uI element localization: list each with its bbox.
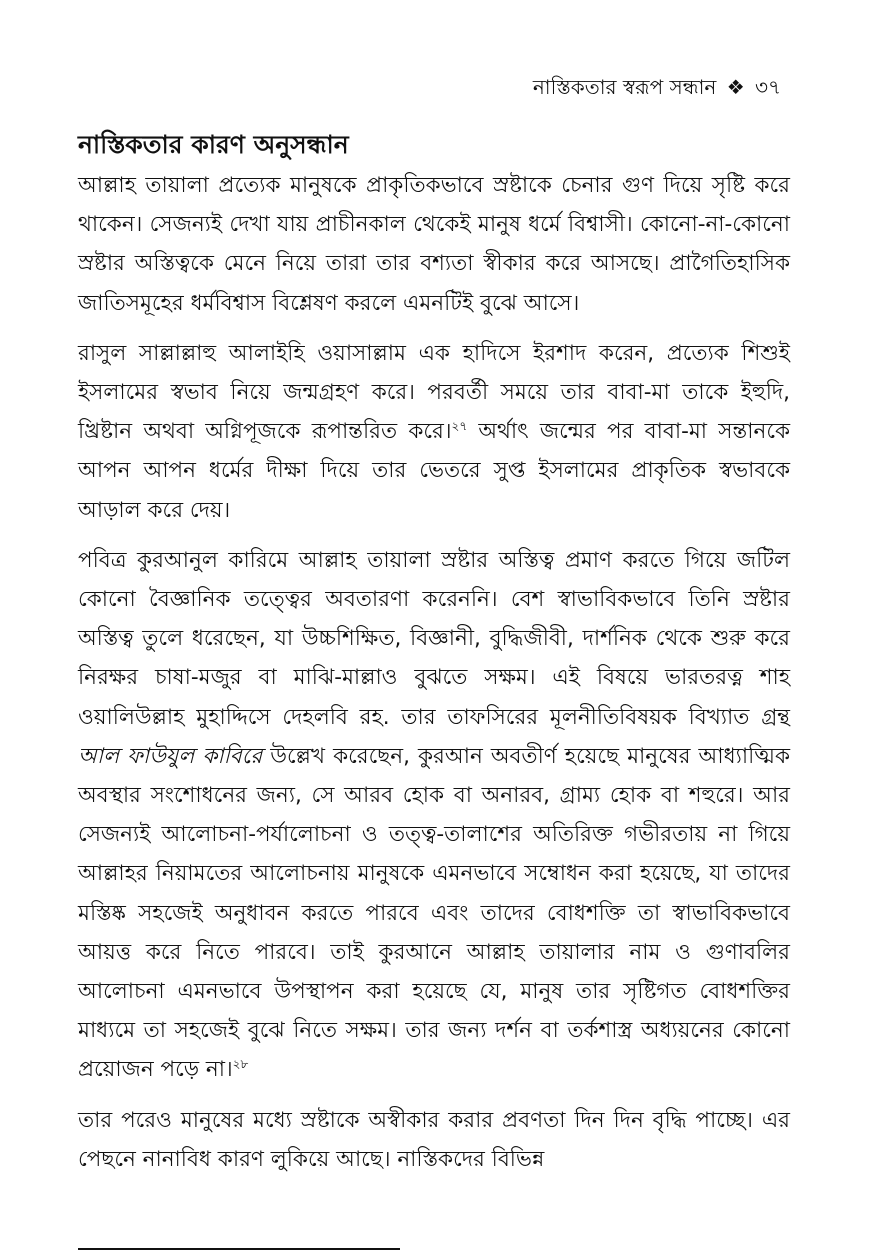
paragraph-3 [78, 541, 790, 1090]
paragraph-text: আল্লাহ তায়ালা প্রত্যেক মানুষকে প্রাকৃতিকভাবে স্রষ্টাকে চেনার গুণ দিয়ে সৃষ্টি করে থাকেন। সেজন্যই দেখা যায় প্রাচীনকাল থেকেই মানুষ ধর্মে বিশ্বাসী। কোনো-না-কোনো স্রষ্টার অস্তিত্বকে মেনে নিয়ে তারা তার বশ্যতা স্বীকার করে আসছে। প্রাগৈতিহাসিক জাতিসমূহের ধর্মবিশ্বাস বিশ্লেষণ করলে এমনটিই বুঝে আসে। [78, 173, 790, 316]
body-text [78, 166, 790, 1190]
paragraph-text-continued: উল্লেখ করেছেন, কুরআন অবতীর্ণ হয়েছে মানুষের আধ্যাত্মিক অবস্থার সংশোধনের জন্য, সে আরব হোক বা অনারব, গ্রাম্য হোক বা শহুরে। আর সেজন্যই আলোচনা-পর্যালোচনা ও তত্ত্ব-তালাশের অতিরিক্ত গভীরতায় না গিয়ে আল্লাহর নিয়ামতের আলোচনায় মানুষকে এমনভাবে সম্বোধন করা হয়েছে, যা তাদের মস্তিষ্ক সহজেই অনুধাবন করতে পারবে এবং তাদের বোধশক্তি তা স্বাভাবিকভাবে আয়ত্ত করে নিতে পারবে। তাই কুরআনে আল্লাহ তায়ালার নাম ও গুণাবলির আলোচনা এমনভাবে উপস্থাপন করা হয়েছে যে, মানুষ তার সৃষ্টিগত বোধশক্তির মাধ্যমে তা সহজেই বুঝে নিতে সক্ষম। তার জন্য দর্শন বা তর্কশাস্ত্র অধ্যয়নের কোনো প্রয়োজন পড়ে না। [78, 743, 790, 1083]
running-header-title: নাস্তিকতার স্বরূপ সন্ধান [532, 75, 717, 99]
paragraph-text-continued: অর্থাৎ জন্মের পর বাবা-মা সন্তানকে আপন আপন ধর্মের দীক্ষা দিয়ে তার ভেতরে সুপ্ত ইসলামের প্রাকৃতিক স্বভাবকে আড়াল করে দেয়। [78, 419, 790, 523]
section-heading: নাস্তিকতার কারণ অনুসন্ধান [78, 130, 349, 159]
paragraph-2 [78, 334, 790, 530]
page-number: ৩৭ [754, 75, 781, 99]
paragraph-text: তার পরেও মানুষের মধ্যে স্রষ্টাকে অস্বীকার করার প্রবণতা দিন দিন বৃদ্ধি পাচ্ছে। এর পেছনে নানাবিধ কারণ লুকিয়ে আছে। নাস্তিকদের বিভিন্ন [78, 1107, 790, 1172]
paragraph-4 [78, 1101, 790, 1179]
footnote-marker: ২৭ [451, 419, 468, 434]
ornament-separator-icon: ❖ [726, 75, 745, 99]
paragraph-text: পবিত্র কুরআনুল কারিমে আল্লাহ তায়ালা স্রষ্টার অস্তিত্ব প্রমাণ করতে গিয়ে জটিল কোনো বৈজ্ঞানিক তত্ত্বের অবতারণা করেননি। বেশ স্বাভাবিকভাবে তিনি স্রষ্টার অস্তিত্ব তুলে ধরেছেন, যা উচ্চশিক্ষিত, বিজ্ঞানী, বুদ্ধিজীবী, দার্শনিক থেকে শুরু করে নিরক্ষর চাষা-মজুর বা মাঝি-মাল্লাও বুঝতে সক্ষম। এই বিষয়ে ভারতরত্ন শাহ ওয়ালিউল্লাহ মুহাদ্দিসে দেহলবি রহ. তার তাফসিরের মূলনীতিবিষয়ক বিখ্যাত গ্রন্থ [78, 547, 791, 730]
paragraph-text: রাসুল সাল্লাল্লাহু আলাইহি ওয়াসাল্লাম এক হাদিসে ইরশাদ করেন, প্রত্যেক শিশুই ইসলামের স্বভাব নিয়ে জন্মগ্রহণ করে। পরবর্তী সময়ে তার বাবা-মা তাকে ইহুদি, খ্রিষ্টান অথবা অগ্নিপূজকে রূপান্তরিত করে। [78, 340, 790, 445]
footnote-divider [78, 1248, 400, 1250]
book-title: আল ফাউযুল কাবিরে [78, 743, 263, 769]
running-header [533, 74, 781, 100]
footnote-marker: ২৮ [232, 1057, 249, 1072]
paragraph-1 [78, 166, 790, 323]
